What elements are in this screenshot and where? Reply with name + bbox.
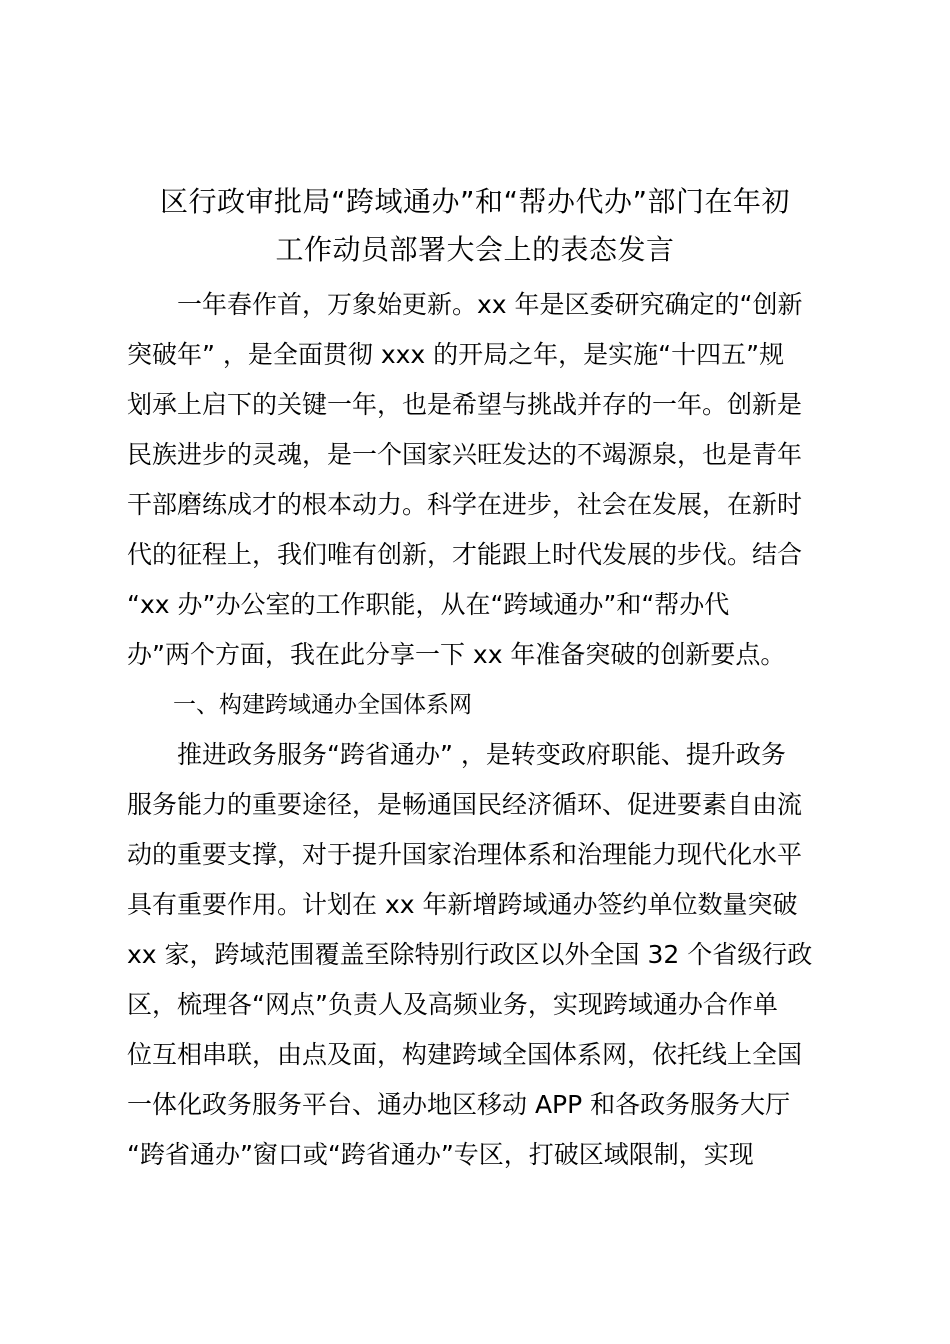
paragraph-line: 一年春作首，万象始更新。xx 年是区委研究确定的“创新 [127, 290, 803, 319]
paragraph-line: 区，梳理各“网点”负责人及高频业务，实现跨域通办合作单 [127, 990, 778, 1019]
document-title [100, 178, 850, 274]
paragraph-line: 具有重要作用。计划在 xx 年新增跨域通办签约单位数量突破 [127, 890, 798, 919]
title-line: 区行政审批局“跨域通办”和“帮办代办”部门在年初 [159, 185, 791, 218]
paragraph-line: 代的征程上，我们唯有创新，才能跟上时代发展的步伐。结合 [127, 540, 803, 569]
paragraph-line: 突破年” ，是全面贯彻 xxx 的开局之年，是实施“十四五”规 [127, 340, 785, 369]
paragraph-line: “xx 办”办公室的工作职能，从在“跨域通办”和“帮办代 [127, 590, 730, 619]
paragraph-line: xx 家，跨域范围覆盖至除特别行政区以外全国 32 个省级行政 [127, 940, 813, 969]
paragraph-line: 一体化政务服务平台、通办地区移动 APP 和各政务服务大厅 [127, 1090, 791, 1119]
paragraph-line: 推进政务服务“跨省通办” ，是转变政府职能、提升政务 [127, 740, 786, 769]
paragraph-line: 民族进步的灵魂，是一个国家兴旺发达的不竭源泉，也是青年 [127, 440, 803, 469]
section-heading: 一、构建跨域通办全国体系网 [127, 692, 472, 718]
paragraph-line: 动的重要支撑，对于提升国家治理体系和治理能力现代化水平 [127, 840, 803, 869]
paragraph-line: “跨省通办”窗口或“跨省通办”专区，打破区域限制，实现 [127, 1140, 754, 1169]
document-body [127, 280, 832, 1180]
paragraph-line: 划承上启下的关键一年，也是希望与挑战并存的一年。创新是 [127, 390, 803, 419]
title-line: 工作动员部署大会上的表态发言 [275, 233, 675, 266]
paragraph-line: 位互相串联，由点及面，构建跨域全国体系网，依托线上全国 [127, 1040, 803, 1069]
paragraph-line: 服务能力的重要途径，是畅通国民经济循环、促进要素自由流 [127, 790, 803, 819]
paragraph-line: 办”两个方面，我在此分享一下 xx 年准备突破的创新要点。 [127, 640, 786, 669]
paragraph-line: 干部磨练成才的根本动力。科学在进步，社会在发展，在新时 [127, 490, 803, 519]
